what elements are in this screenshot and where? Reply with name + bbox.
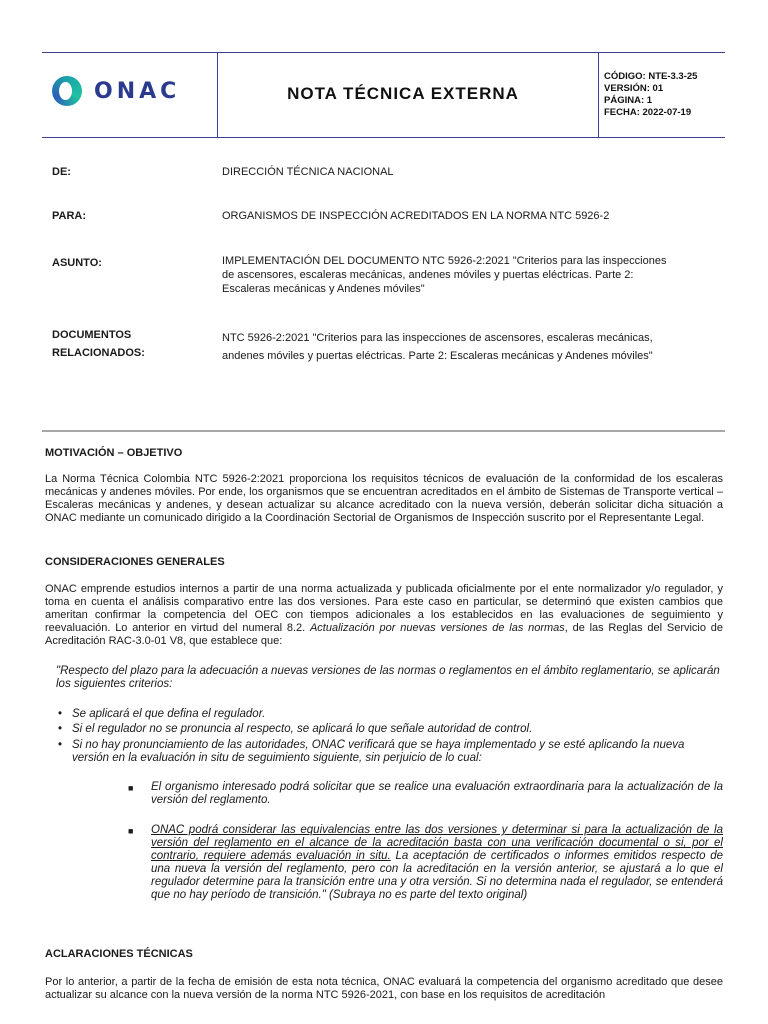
criteria-bullet-text: Se aplicará el que defina el regulador. bbox=[72, 708, 266, 720]
regulation-quote: "Respecto del plazo para la adecuación a nuevas versiones de las normas o reglamentos en el ámbito reglamentario, se aplicarán los siguientes criterios: bbox=[56, 665, 720, 690]
criteria-bullet bbox=[58, 723, 718, 736]
consideraciones-heading: CONSIDERACIONES GENERALES bbox=[45, 556, 225, 568]
documentos-label-line-1: DOCUMENTOS bbox=[52, 329, 132, 341]
motivacion-heading: MOTIVACIÓN – OBJETIVO bbox=[45, 447, 183, 459]
consideraciones-paragraph bbox=[45, 583, 723, 648]
criteria-bullet-text: Si el regulador no se pronuncia al respecto, se aplicará lo que señale autoridad de control. bbox=[72, 723, 533, 735]
de-value: DIRECCIÓN TÉCNICA NACIONAL bbox=[222, 166, 394, 178]
section-divider bbox=[42, 430, 725, 432]
bullet-dot-icon: • bbox=[58, 708, 63, 720]
para-label: PARA: bbox=[52, 210, 87, 222]
onac-logo bbox=[52, 73, 192, 109]
motivacion-paragraph: La Norma Técnica Colombia NTC 5926-2:2021 proporciona los requisitos técnicos de evaluación de la conformidad de los escaleras mecánicas y andenes móviles. Por ende, los organismos que se encuentran acreditados en el ámbito de Sistemas de Transporte vertical – Escaleras mecánicas y andenes, y desean actualizar su alcance acreditado con la nueva versión, deberán solicitar dicha situación a ONAC mediante un comunicado dirigido a la Coordinación Sectorial de Organismos de Inspección suscrito por el Representante Legal. bbox=[45, 473, 723, 524]
square-bullet-icon: ■ bbox=[128, 783, 134, 793]
documentos-value bbox=[222, 329, 722, 365]
square-bullet-icon: ■ bbox=[128, 826, 134, 836]
criteria-bullet-text: Si no hay pronunciamiento de las autoridades, ONAC verificará que se haya implementado y se esté aplicando la nueva versión en la evaluación in situ de seguimiento siguiente, sin perjuicio de lo cual: bbox=[72, 739, 685, 764]
logo-text: ONAC bbox=[94, 78, 181, 104]
consideraciones-text-a: ONAC emprende estudios internos a partir de una norma actualizada y publicada oficialmente por el ente normalizador y/o regulador, y toma en cuenta el análisis comparativo entre las dos versiones. Para este caso en particular, se determinó que existen cambios que ameritan confirmar la competencia del OEC con tiempos adicionales a los establecidos en las evaluaciones de seguimiento y reevaluación. Lo anterior en virtud del numeral 8.2. bbox=[45, 583, 723, 634]
criteria-bullet bbox=[58, 708, 718, 721]
criteria-bullet bbox=[58, 739, 718, 765]
document-meta bbox=[604, 71, 697, 119]
documentos-label bbox=[52, 329, 145, 359]
sub-criteria-item: El organismo interesado podrá solicitar que se realice una evaluación extraordinaria para la actualización de la versión del reglamento. bbox=[151, 781, 723, 806]
asunto-value: IMPLEMENTACIÓN DEL DOCUMENTO NTC 5926-2:2021 "Criterios para las inspecciones de ascensores, escaleras mecánicas, andenes móviles y puertas eléctricas. Parte 2: Escaleras mecánicas y Andenes móviles" bbox=[222, 255, 667, 295]
meta-fecha: FECHA: 2022-07-19 bbox=[604, 107, 692, 118]
documentos-value-line-1: NTC 5926-2:2021 "Criterios para las inspecciones de ascensores, escaleras mecánicas, bbox=[222, 332, 653, 344]
onac-logo-icon bbox=[52, 76, 82, 106]
bullet-dot-icon: • bbox=[58, 723, 63, 735]
meta-codigo: CÓDIGO: NTE-3.3-25 bbox=[604, 71, 698, 82]
sub-criteria-item bbox=[151, 824, 723, 902]
bullet-dot-icon: • bbox=[58, 739, 63, 751]
document-title: NOTA TÉCNICA EXTERNA bbox=[287, 84, 519, 103]
underlined-text: ONAC podrá considerar las equivalencias entre las dos versiones y determinar si para la actualización de la versión del reglamento en el alcance de la acreditación basta con una verificación documental o si, por el contrario, requiere además evaluación in situ. bbox=[151, 824, 723, 862]
documentos-label-line-2: RELACIONADOS: bbox=[52, 347, 145, 359]
de-label: DE: bbox=[52, 166, 71, 178]
sub-criteria-rest: La aceptación de certificados o informes emitidos respecto de una nueva la versión del reglamento, pero con la acreditación en la versión anterior, se ajustará a lo que el regulador determine para la transición entre una y otra versión. Si no determina nada el regulador, se entenderá que no hay período de transición." (Subraya no es parte del texto original) bbox=[151, 850, 723, 901]
aclaraciones-paragraph: Por lo anterior, a partir de la fecha de emisión de esta nota técnica, ONAC evaluará la competencia del organismo acreditado que desee actualizar su alcance con la nueva versión de la norma NTC 5926-2021, con base en los requisitos de acreditación bbox=[45, 976, 723, 1001]
documentos-value-line-2: andenes móviles y puertas eléctricas. Parte 2: Escaleras mecánicas y Andenes móviles" bbox=[222, 350, 653, 362]
asunto-label: ASUNTO: bbox=[52, 257, 102, 269]
para-value: ORGANISMOS DE INSPECCIÓN ACREDITADOS EN LA NORMA NTC 5926-2 bbox=[222, 210, 610, 222]
consideraciones-text-c: , de las Reglas del Servicio de Acreditación RAC-3.0-01 V8, que establece que: bbox=[45, 622, 723, 647]
consideraciones-text-italic: Actualización por nuevas versiones de las normas bbox=[309, 622, 565, 634]
meta-pagina: PÁGINA: 1 bbox=[604, 95, 653, 106]
aclaraciones-heading: ACLARACIONES TÉCNICAS bbox=[45, 948, 193, 960]
header-divider bbox=[598, 53, 599, 137]
meta-version: VERSIÓN: 01 bbox=[604, 83, 664, 94]
